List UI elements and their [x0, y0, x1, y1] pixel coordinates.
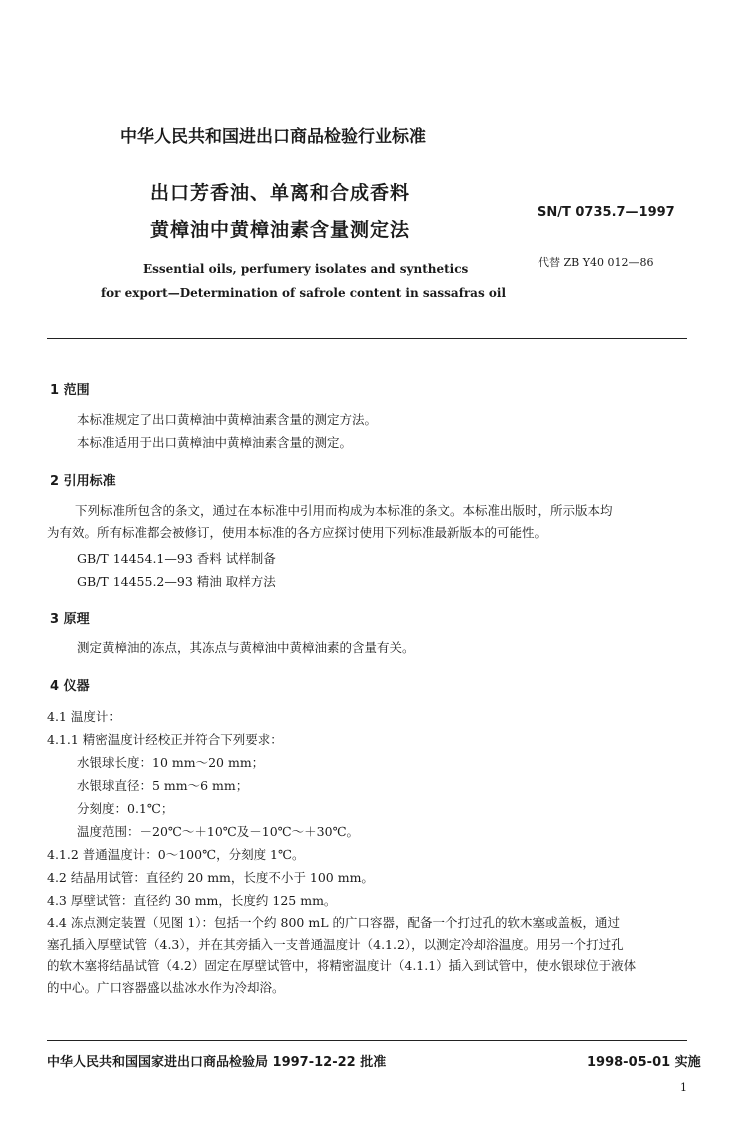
item-4-1-2: 4.1.2 普通温度计：0～100℃，分刻度 1℃。: [47, 847, 305, 862]
title-en-line2: for export—Determination of safrole content in sassafras oil: [101, 286, 507, 300]
replaces-standard: 代替 ZB Y40 012—86: [538, 256, 654, 269]
item-4-4: [47, 912, 703, 998]
issuing-standard-header: 中华人民共和国进出口商品检验行业标准: [120, 127, 426, 147]
section-2-heading: 2 引用标准: [50, 474, 116, 489]
reference-1: GB/T 14454.1—93 香料 试样制备: [77, 551, 276, 566]
title-cn-line2: 黄樟油中黄樟油素含量测定法: [150, 219, 411, 241]
item-4-1-1-d: 温度范围：－20℃～＋10℃及－10℃～＋30℃。: [77, 824, 360, 839]
section-1-para-1: 本标准规定了出口黄樟油中黄樟油素含量的测定方法。: [77, 412, 378, 427]
item-4-3: 4.3 厚壁试管：直径约 30 mm，长度约 125 mm。: [47, 893, 337, 908]
header-divider: [47, 338, 687, 339]
page-number: 1: [680, 1081, 687, 1094]
section-2-para: [47, 500, 703, 543]
item-4-1-1-a: 水银球长度：10 mm～20 mm；: [77, 755, 265, 770]
item-4-1-1-c: 分刻度：0.1℃；: [77, 801, 174, 816]
section-3-heading: 3 原理: [50, 612, 90, 627]
item-4-1-1: 4.1.1 精密温度计经校正并符合下列要求：: [47, 732, 283, 747]
item-4-1: 4.1 温度计：: [47, 709, 121, 724]
item-4-4-line2: 塞孔插入厚壁试管（4.3），并在其旁插入一支普通温度计（4.1.2），以测定冷却浴温度。用另一个打过孔: [47, 936, 624, 952]
standard-number: SN/T 0735.7—1997: [537, 205, 675, 220]
title-en-line1: Essential oils, perfumery isolates and synthetics: [143, 262, 469, 276]
title-cn-line1: 出口芳香油、单离和合成香料: [150, 182, 411, 204]
section-2-para-line2: 为有效。所有标准都会被修订，使用本标准的各方应探讨使用下列标准最新版本的可能性。: [47, 524, 548, 540]
section-3-para: 测定黄樟油的冻点，其冻点与黄樟油中黄樟油素的含量有关。: [77, 640, 415, 655]
section-1-heading: 1 范围: [50, 383, 90, 398]
section-4-heading: 4 仪器: [50, 679, 90, 694]
item-4-4-line3: 的软木塞将结晶试管（4.2）固定在厚壁试管中，将精密温度计（4.1.1）插入到试管中，使水银球位于液体: [47, 958, 637, 973]
item-4-4-line4: 的中心。广口容器盛以盐冰水作为冷却浴。: [47, 979, 285, 995]
item-4-1-1-b: 水银球直径：5 mm～6 mm；: [77, 778, 249, 793]
effective-date: 1998-05-01 实施: [587, 1055, 701, 1070]
section-2-para-line1: 下列标准所包含的条文，通过在本标准中引用而构成为本标准的条文。本标准出版时，所示版本均: [75, 503, 613, 518]
item-4-4-line1: 4.4 冻点测定装置（见图 1）：包括一个约 800 mL 的广口容器，配备一个打过孔的软木塞或盖板，通过: [47, 915, 620, 930]
reference-2: GB/T 14455.2—93 精油 取样方法: [77, 574, 276, 589]
section-1-para-2: 本标准适用于出口黄樟油中黄樟油素含量的测定。: [77, 435, 353, 450]
item-4-2: 4.2 结晶用试管：直径约 20 mm，长度不小于 100 mm。: [47, 870, 374, 885]
approval-statement: 中华人民共和国国家进出口商品检验局 1997-12-22 批准: [47, 1055, 387, 1070]
footer-divider: [47, 1040, 687, 1041]
